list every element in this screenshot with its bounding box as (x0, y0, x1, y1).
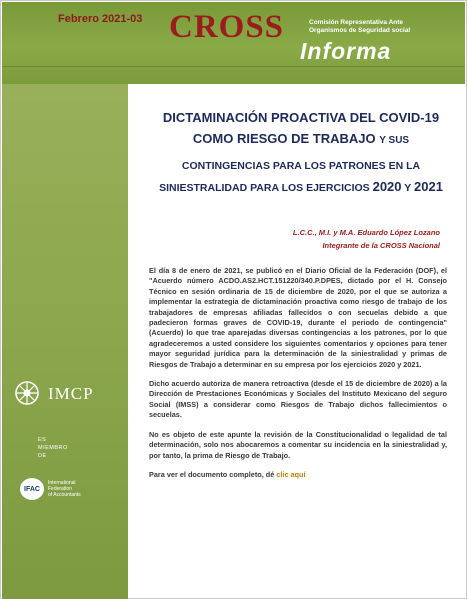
body-paragraph-1: El día 8 de enero de 2021, se publicó en el Diario Oficial de la Federación (DOF), el "Acuerdo número ACDO.AS2.HCT.151220/340.P.DPES, dictado por el H. Consejo Técnico en sesión ordinaria de 15 de diciembre de 2020, por el que se autoriza a implementar la estrategia de dictaminación proactiva como riesgo de trabajo de los trabajadores de empresas afiliadas fallecidos o con secuelas debido a que padecieron formas graves de COVID-19, durante el periodo de contingencia" (Acuerdo) lo que trae aparejadas diversas contingencias a los patrones, por lo que agradeceremos a usted considere los siguientes comentarios y opciones para tener mayor seguridad jurídica para la determinación de la siniestralidad y primas de Riesgos de Trabajo a determinar en su empresa por los ejercicios 2020 y 2021. (149, 266, 447, 369)
title-line4 (151, 179, 451, 196)
ifac-line1: International (48, 480, 76, 486)
left-sidebar (2, 84, 128, 599)
ifac-caption (48, 480, 108, 498)
imcp-label: IMCP (48, 384, 94, 403)
header-band (2, 2, 465, 84)
author-role: Integrante de la CROSS Nacional (322, 241, 440, 250)
title-year2: 2021 (414, 179, 443, 194)
title-line3: CONTINGENCIAS PARA LOS PATRONES EN LA (181, 160, 421, 172)
author-block (293, 226, 440, 252)
header-divider (2, 66, 465, 67)
ifac-logo (20, 478, 120, 500)
article-body (149, 266, 447, 489)
member-line1: ES (38, 437, 47, 443)
ifac-line3: of Accountants (48, 492, 81, 498)
body-cta-text: Para ver el documento completo, dé (149, 469, 277, 479)
full-document-link[interactable]: clic aquí (276, 469, 306, 479)
imcp-logo (14, 380, 114, 410)
body-paragraph-2: Dicho acuerdo autoriza de manera retroactiva (desde el 15 de diciembre de 2020) a la Dirección de Prestaciones Económicas y Sociales del Instituto Mexicano del seguro Social (IMSS) a considerar como Riesgos de Trabajo dichos fallecimientos o secuelas. (149, 379, 447, 420)
body-paragraph-3: No es objeto de este apunte la revisión de la Constitucionalidad o legalidad de tal determinación, solo nos abocaremos a comentar su incidencia en la siniestralidad y, por tanto, la prima de Riesgo de Trabajo. (149, 429, 447, 460)
cross-logo-text: CROSS (169, 9, 285, 45)
logo-subtitle (309, 19, 459, 35)
title-line4-conj: Y (404, 182, 412, 194)
article-title (151, 109, 451, 196)
imcp-emblem-icon (14, 380, 40, 406)
member-line2: MIEMBRO (38, 445, 68, 451)
title-line2 (151, 130, 451, 150)
issue-date: Febrero 2021-03 (58, 13, 143, 25)
informa-logo-text: Informa (300, 38, 392, 64)
member-line3: DE (38, 453, 47, 459)
title-year1: 2020 (372, 179, 402, 194)
author-name: L.C.C., M.I. y M.A. Eduardo López Lozano (292, 228, 440, 237)
body-paragraph-4 (149, 470, 447, 480)
member-caption (38, 436, 98, 460)
logo-subtitle-line1: Comisión Representativa Ante (309, 19, 404, 26)
title-line4-text: SINIESTRALIDAD PARA LOS EJERCICIOS (159, 182, 370, 194)
logo-subtitle-line2: Organismos de Seguridad social (309, 27, 411, 34)
title-line2-small: Y SUS (379, 135, 410, 146)
title-line2-main: COMO RIESGO DE TRABAJO (192, 131, 376, 146)
ifac-emblem-icon: IFAC (20, 478, 44, 500)
ifac-line2: Federation (48, 486, 72, 492)
title-line1: DICTAMINACIÓN PROACTIVA DEL COVID-19 (162, 110, 440, 125)
